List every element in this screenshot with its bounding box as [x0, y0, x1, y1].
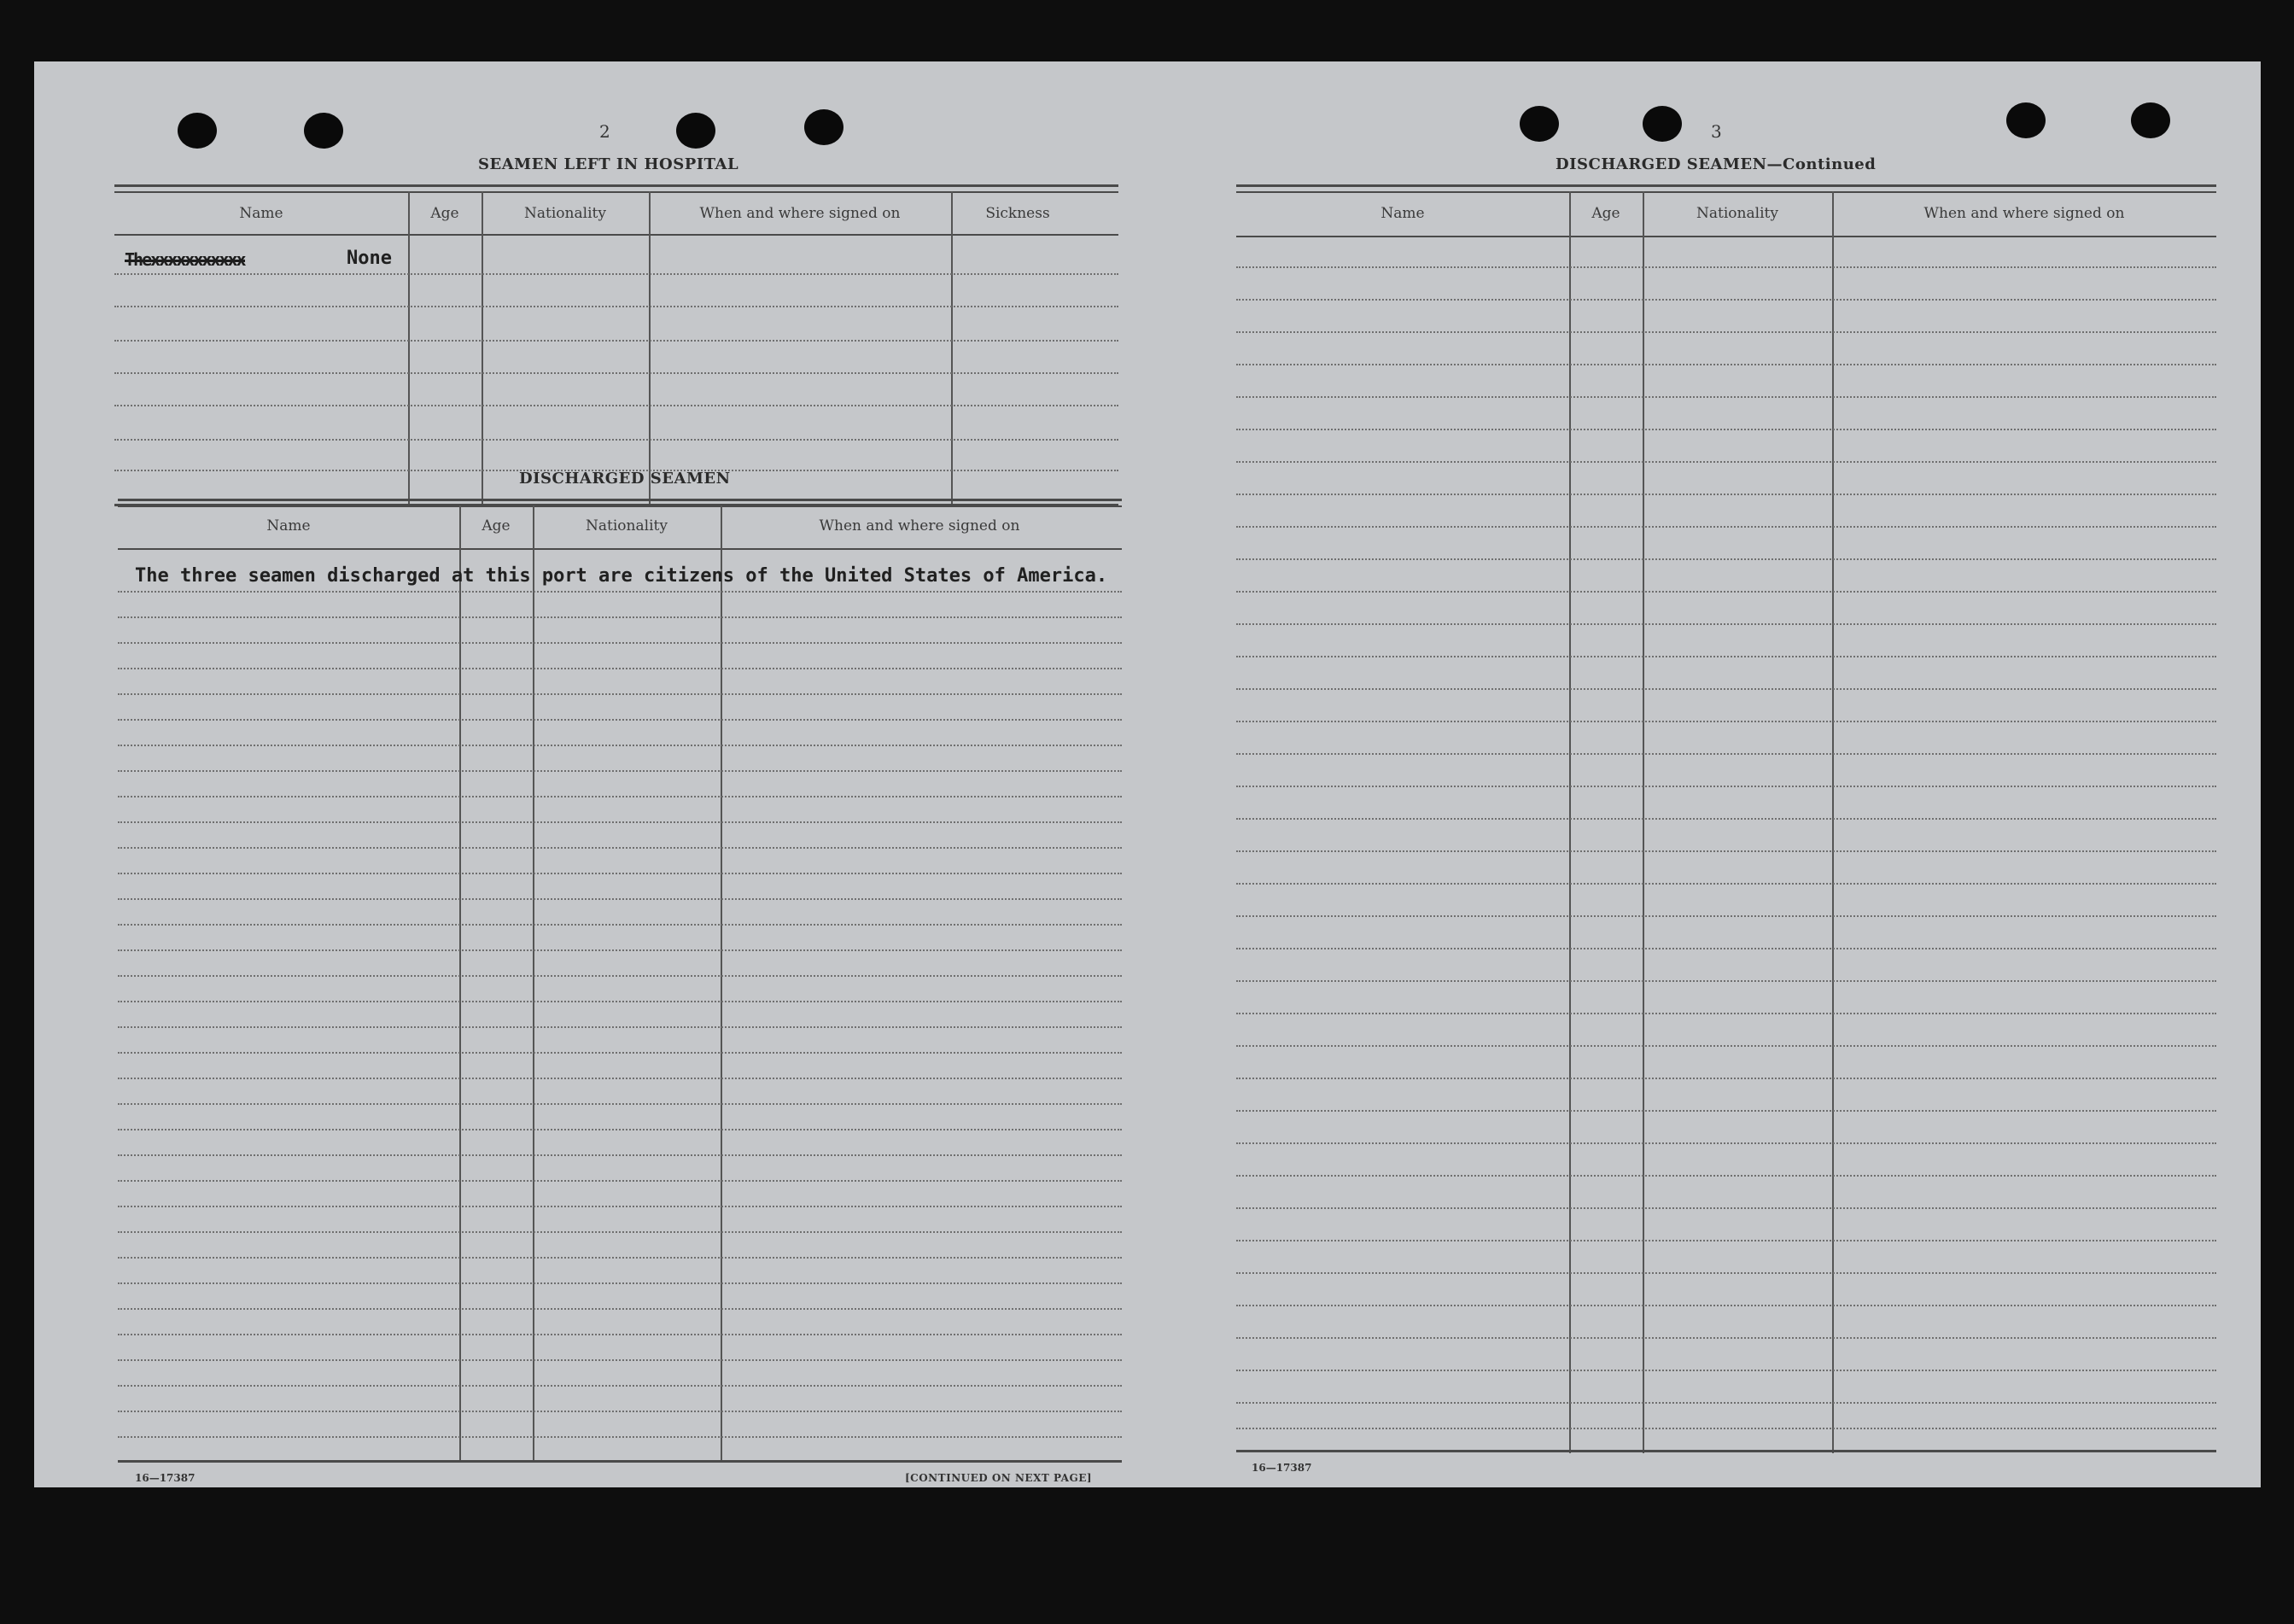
column-header-name: Name: [266, 517, 311, 535]
column-header-name: Name: [1380, 205, 1425, 222]
row-line: [118, 847, 1122, 849]
column-header-signed-on: When and where signed on: [699, 205, 901, 222]
row-line: [118, 1411, 1122, 1412]
row-line: [1236, 1142, 2216, 1144]
row-line: [118, 1359, 1122, 1361]
row-line: [118, 1308, 1122, 1310]
row-line: [1236, 299, 2216, 301]
row-line: [118, 1206, 1122, 1207]
row-line: [1236, 429, 2216, 430]
table-top-rule: [114, 184, 1118, 187]
table-top-rule-thin: [1236, 191, 2216, 193]
row-line: [118, 898, 1122, 900]
row-line: [118, 1436, 1122, 1438]
row-line: [114, 273, 1118, 275]
column-divider: [408, 191, 410, 505]
row-line: [1236, 688, 2216, 690]
row-line: [118, 796, 1122, 797]
row-line: [1236, 1013, 2216, 1014]
row-line: [114, 439, 1118, 441]
column-divider: [533, 505, 534, 1462]
row-line: [1236, 753, 2216, 755]
row-line: [1236, 364, 2216, 365]
row-line: [118, 1001, 1122, 1002]
page-number: 3: [1711, 121, 1722, 142]
page-number: 2: [599, 121, 610, 142]
row-line: [1236, 721, 2216, 722]
punch-hole: [1643, 106, 1682, 142]
punch-hole: [2131, 102, 2170, 138]
table-top-rule-thin: [114, 191, 1118, 193]
row-line: [1236, 1110, 2216, 1112]
section-title-discharged: DISCHARGED SEAMEN: [519, 470, 731, 488]
row-line: [118, 949, 1122, 951]
column-header-sickness: Sickness: [985, 205, 1050, 222]
row-line: [118, 1385, 1122, 1387]
column-header-nationality: Nationality: [524, 205, 606, 222]
column-divider: [649, 191, 651, 505]
punch-hole: [676, 113, 715, 149]
row-line: [1236, 494, 2216, 495]
row-line: [1236, 1272, 2216, 1274]
column-divider: [721, 505, 722, 1462]
column-header-signed-on: When and where signed on: [819, 517, 1020, 535]
row-line: [118, 1257, 1122, 1259]
row-line: [1236, 980, 2216, 982]
column-header-name: Name: [239, 205, 283, 222]
section-title-hospital: SEAMEN LEFT IN HOSPITAL: [478, 155, 739, 173]
continued-note: [CONTINUED ON NEXT PAGE]: [905, 1472, 1093, 1484]
column-divider: [1569, 191, 1571, 1453]
column-divider: [459, 505, 461, 1462]
row-line: [1236, 623, 2216, 625]
header-rule: [118, 548, 1122, 550]
row-line: [118, 821, 1122, 823]
row-line: [1236, 1428, 2216, 1429]
table-bottom-rule: [1236, 1450, 2216, 1452]
row-line: [118, 1334, 1122, 1335]
row-line: [1236, 786, 2216, 787]
section-title: DISCHARGED SEAMEN: [1556, 155, 1767, 173]
row-line: [118, 1103, 1122, 1105]
punch-hole: [804, 109, 843, 145]
row-line: [114, 340, 1118, 342]
header-rule: [114, 234, 1118, 236]
punch-hole: [304, 113, 343, 149]
row-line: [1236, 1305, 2216, 1306]
column-divider: [951, 191, 953, 505]
row-line: [1236, 818, 2216, 820]
row-line: [118, 770, 1122, 772]
table-top-rule: [1236, 184, 2216, 187]
row-line: [118, 1282, 1122, 1284]
struck-out-entry: Thexxxxxxxxxxx: [125, 249, 245, 270]
column-header-age: Age: [1591, 205, 1620, 222]
row-line: [1236, 1207, 2216, 1209]
row-line: [1236, 591, 2216, 593]
row-line: [1236, 883, 2216, 885]
row-line: [1236, 558, 2216, 560]
table-bottom-rule: [118, 1460, 1122, 1463]
column-divider: [1832, 191, 1834, 1453]
row-line: [118, 642, 1122, 644]
punch-hole: [2006, 102, 2046, 138]
row-line: [118, 616, 1122, 618]
row-line: [1236, 850, 2216, 852]
row-line: [1236, 331, 2216, 333]
header-rule: [1236, 236, 2216, 237]
column-header-age: Age: [482, 517, 511, 535]
form-number: 16—17387: [135, 1472, 196, 1484]
column-header-nationality: Nationality: [586, 517, 668, 535]
punch-hole: [1520, 106, 1559, 142]
row-line: [118, 693, 1122, 695]
row-line: [118, 975, 1122, 977]
row-line: [114, 306, 1118, 307]
row-line: [1236, 1240, 2216, 1241]
document-sheet: [34, 61, 2261, 1487]
row-line: [1236, 948, 2216, 949]
table-top-rule-thin: [118, 505, 1122, 507]
row-line: [1236, 656, 2216, 657]
row-line: [1236, 915, 2216, 917]
punch-hole: [178, 113, 217, 149]
row-line: [118, 745, 1122, 746]
section-title-discharged-continued: [1556, 155, 1876, 173]
row-line: [118, 924, 1122, 926]
row-line: [118, 1231, 1122, 1233]
section-title-suffix: —Continued: [1766, 155, 1877, 173]
row-line: [114, 405, 1118, 406]
row-line: [1236, 1078, 2216, 1079]
row-line: [1236, 1045, 2216, 1047]
table-top-rule: [118, 499, 1122, 501]
row-line: [1236, 1175, 2216, 1177]
row-line: [118, 1052, 1122, 1054]
row-line: [1236, 396, 2216, 398]
row-line: [118, 1180, 1122, 1182]
row-line: [1236, 1337, 2216, 1339]
column-divider: [482, 191, 483, 505]
column-header-age: Age: [430, 205, 459, 222]
row-line: [114, 372, 1118, 374]
entry-none: None: [347, 248, 392, 269]
row-line: [118, 1026, 1122, 1028]
form-number: 16—17387: [1252, 1462, 1312, 1474]
row-line: [1236, 526, 2216, 528]
row-line: [118, 668, 1122, 669]
row-line: [118, 719, 1122, 721]
row-line: [118, 591, 1122, 593]
row-line: [1236, 266, 2216, 268]
row-line: [118, 873, 1122, 874]
row-line: [1236, 461, 2216, 463]
row-line: [1236, 1402, 2216, 1404]
column-header-signed-on: When and where signed on: [1923, 205, 2125, 222]
row-line: [118, 1154, 1122, 1156]
column-divider: [1643, 191, 1644, 1453]
discharged-typed-note: The three seamen discharged at this port are citizens of the United States of America.: [135, 565, 1108, 587]
row-line: [1236, 1370, 2216, 1371]
row-line: [118, 1078, 1122, 1079]
row-line: [118, 1129, 1122, 1130]
column-header-nationality: Nationality: [1696, 205, 1778, 222]
